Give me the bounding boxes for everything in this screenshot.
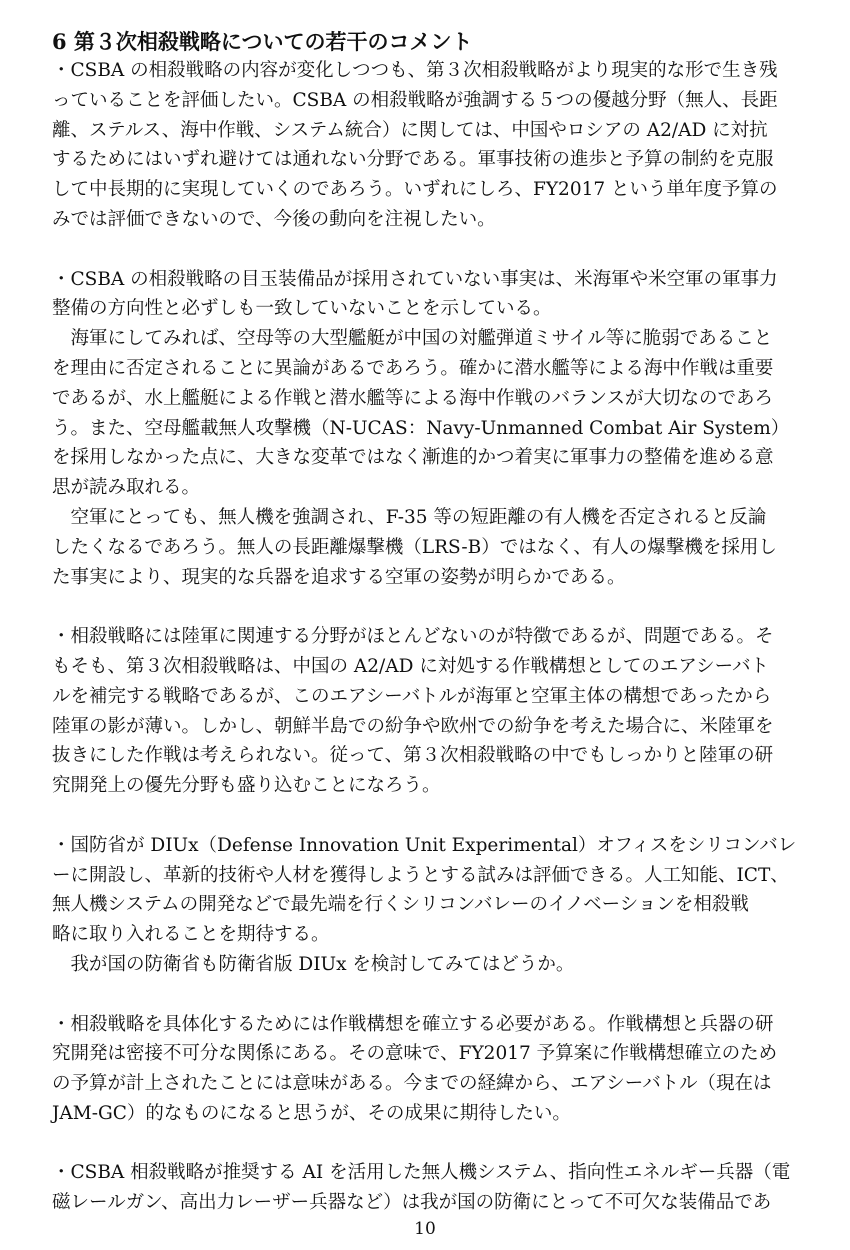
text-line: 整備の方向性と必ずしも一致していないことを示している。 (52, 298, 552, 320)
text-line: 究開発上の優先分野も盛り込むことになろう。 (52, 775, 441, 797)
paragraph-6 (52, 1158, 804, 1218)
text-line: 離、ステルス、海中作戦、システム統合）に関しては、中国やロシアの A2/AD に対抗 (52, 119, 768, 141)
text-line: っていることを評価したい。CSBA の相殺戦略が強調する５つの優越分野（無人、長距 (52, 89, 778, 111)
text-line: ーに開設し、革新的技術や人材を獲得しようとする試みは評価できる。人工知能、ICT、 (52, 864, 789, 886)
text-line: ・相殺戦略を具体化するためには作戦構想を確立する必要がある。作戦構想と兵器の研 (52, 1013, 774, 1035)
text-line: の予算が計上されたことには意味がある。今までの経緯から、エアシーバトル（現在は (52, 1073, 772, 1095)
paragraph-5 (52, 1010, 804, 1129)
text-line: た事実により、現実的な兵器を追求する空軍の姿勢が明らかである。 (52, 566, 626, 588)
paragraph-gap (52, 801, 804, 831)
text-line: ・CSBA 相殺戦略が推奨する AI を活用した無人機システム、指向性エネルギー兵器（電 (52, 1162, 791, 1184)
text-line: したくなるであろう。無人の長距離爆撃機（LRS-B）ではなく、有人の爆撃機を採用し (52, 536, 777, 558)
paragraph-3 (52, 622, 804, 801)
text-line: 陸軍の影が薄い。しかし、朝鮮半島での紛争や欧州での紛争を考えた場合に、米陸軍を (52, 715, 774, 737)
text-line: 我が国の防衛省も防衛省版 DIUx を検討してみてはどうか。 (52, 953, 575, 975)
paragraph-2 (52, 265, 804, 593)
paragraph-1 (52, 56, 804, 235)
text-line: 思が読み取れる。 (52, 477, 201, 499)
text-line: して中長期的に実現していくのであろう。いずれにしろ、FY2017 という単年度予算の (52, 179, 778, 201)
text-line: 空軍にとっても、無人機を強調され、F-35 等の短距離の有人機を否定されると反論 (52, 506, 767, 528)
text-line: ・CSBA の相殺戦略の内容が変化しつつも、第３次相殺戦略がより現実的な形で生き残 (52, 60, 778, 81)
paragraph-gap (52, 980, 804, 1010)
text-line: 無人機システムの開発などで最先端を行くシリコンバレーのイノベーションを相殺戦 (52, 894, 749, 916)
text-line: ルを補完する戦略であるが、このエアシーバトルが海軍と空軍主体の構想であったから (52, 685, 772, 707)
text-line: JAM-GC）的なものになると思うが、その成果に期待したい。 (52, 1102, 571, 1124)
body-text (52, 56, 804, 1218)
text-line: 略に取り入れることを期待する。 (52, 924, 330, 946)
text-line: う。また、空母艦載無人攻撃機（N-UCAS：Navy-Unmanned Combat Air System） (52, 417, 790, 439)
page-number: 10 (414, 1219, 436, 1239)
paragraph-4 (52, 831, 804, 980)
text-line: を理由に否定されることに異論があるであろう。確かに潜水艦等による海中作戦は重要 (52, 357, 774, 379)
text-line: するためにはいずれ避けては通れない分野である。軍事技術の進歩と予算の制約を克服 (52, 149, 774, 171)
text-line: もそも、第３次相殺戦略は、中国の A2/AD に対処する作戦構想としてのエアシーバト (52, 655, 769, 677)
text-line: 究開発は密接不可分な関係にある。その意味で、FY2017 予算案に作戦構想確立のため (52, 1043, 778, 1065)
text-line: であるが、水上艦艇による作戦と潜水艦等による海中作戦のバランスが大切なのであろ (52, 387, 773, 409)
paragraph-gap (52, 1129, 804, 1159)
section-heading: 6 第３次相殺戦略についての若干のコメント (52, 29, 473, 54)
text-line: を採用しなかった点に、大きな変革ではなく漸進的かつ着実に軍事力の整備を進める意 (52, 447, 774, 469)
text-line: ・CSBA の相殺戦略の目玉装備品が採用されていない事実は、米海軍や米空軍の軍事力 (52, 268, 778, 290)
text-line: 海軍にしてみれば、空母等の大型艦艇が中国の対艦弾道ミサイル等に脆弱であること (52, 328, 773, 350)
text-line: 抜きにした作戦は考えられない。従って、第３次相殺戦略の中でもしっかりと陸軍の研 (52, 745, 774, 767)
text-line: みでは評価できないので、今後の動向を注視したい。 (52, 208, 496, 230)
paragraph-gap (52, 592, 804, 622)
paragraph-gap (52, 235, 804, 265)
text-line: ・相殺戦略には陸軍に関連する分野がほとんどないのが特徴であるが、問題である。そ (52, 626, 774, 648)
text-line: 磁レールガン、高出力レーザー兵器など）は我が国の防衛にとって不可欠な装備品であ (52, 1192, 772, 1214)
text-line: ・国防省が DIUx（Defense Innovation Unit Experimental）オフィスをシリコンバレ (52, 834, 797, 856)
